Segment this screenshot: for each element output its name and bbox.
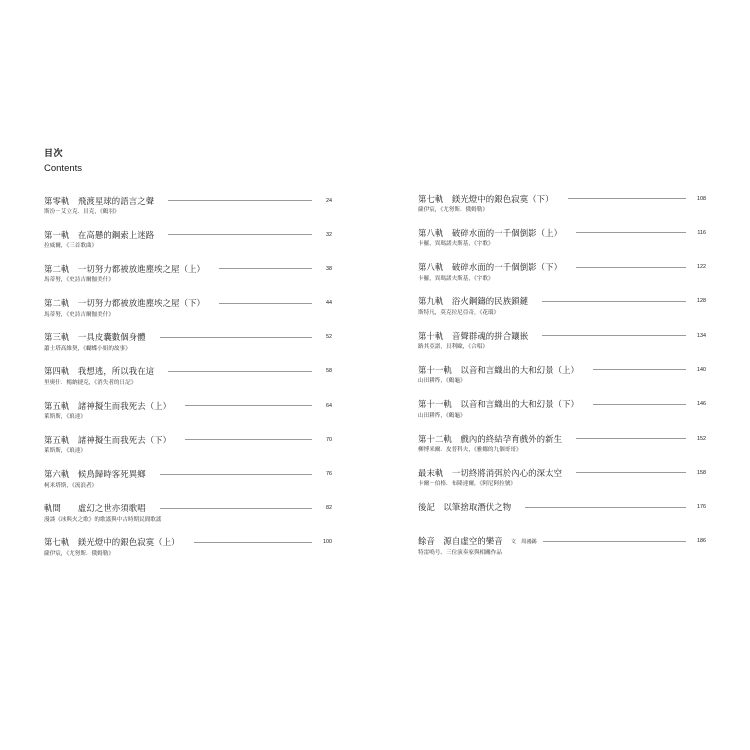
entry-page-number: 128 — [697, 298, 706, 305]
toc-entry[interactable] — [44, 503, 332, 537]
toc-entry[interactable] — [44, 195, 332, 229]
entry-title: 第十一軌 以音和言織出的大和幻景（上） — [418, 364, 580, 375]
entry-page-number: 108 — [697, 195, 706, 202]
leader-rule — [185, 405, 312, 406]
leader-rule — [543, 541, 686, 542]
toc-entry[interactable] — [418, 364, 706, 398]
leader-rule — [219, 268, 312, 269]
entry-page-number: 32 — [326, 231, 332, 238]
toc-right-column — [418, 193, 706, 570]
leader-rule — [168, 234, 312, 235]
entry-page-number: 38 — [326, 265, 332, 272]
leader-rule — [576, 472, 686, 473]
entry-page-number: 146 — [697, 401, 706, 408]
toc-entry[interactable] — [44, 400, 332, 434]
entry-page-number: 158 — [697, 469, 706, 476]
toc-entry[interactable] — [418, 536, 706, 570]
leader-rule — [219, 303, 312, 304]
toc-left-column — [44, 195, 332, 571]
heading-english: Contents — [44, 163, 83, 174]
entry-page-number: 122 — [697, 264, 706, 271]
entry-page-number: 64 — [326, 402, 332, 409]
entry-credit: 文 周鴻錫 — [510, 538, 537, 545]
entry-title: 第十軌 音聲群魂的拼合鑲嵌 — [418, 330, 529, 341]
leader-rule — [160, 474, 312, 475]
leader-rule — [542, 335, 686, 336]
entry-title: 第零軌 飛渡星球的語言之聲 — [44, 195, 155, 206]
entry-title: 第八軌 破碎水面的一千個倒影（上） — [418, 227, 563, 238]
entry-page-number: 140 — [697, 366, 706, 373]
leader-rule — [168, 200, 312, 201]
entry-subtitle: 萊斯斯，《琅達》 — [44, 414, 86, 421]
entry-page-number: 186 — [697, 538, 706, 545]
toc-entry[interactable] — [418, 399, 706, 433]
toc-entry[interactable] — [418, 227, 706, 261]
entry-page-number: 24 — [326, 197, 332, 204]
entry-title: 第一軌 在高懸的鋼索上迷路 — [44, 229, 155, 240]
entry-subtitle: 蕭士塔高維契，《蝴蝶小姐的故事》 — [44, 345, 131, 352]
entry-page-number: 152 — [697, 435, 706, 442]
toc-entry[interactable] — [44, 434, 332, 468]
toc-entry[interactable] — [44, 298, 332, 332]
entry-title: 第二軌 一切努力都被放進塵埃之屋（上） — [44, 263, 206, 274]
toc-entry[interactable] — [418, 193, 706, 227]
entry-subtitle: 斯汾－艾立克．貝克，《鶴羽》 — [44, 209, 120, 215]
leader-rule — [576, 232, 686, 233]
entry-title: 第九軌 浴火鋼鑄的民族鎖鏈 — [418, 296, 529, 307]
entry-page-number: 44 — [326, 300, 332, 307]
entry-subtitle: 卡羅，異瑪諾夫斯基，《宇歌》 — [418, 275, 494, 282]
entry-subtitle: 拉威爾，《三首歌曲》 — [44, 243, 98, 250]
entry-page-number: 70 — [326, 436, 332, 443]
toc-entry[interactable] — [44, 263, 332, 297]
entry-title: 餘音 源自虛空的樂音 — [418, 536, 503, 547]
entry-title: 第十二軌 戲內的終結孕育戲外的新生 — [418, 433, 563, 444]
entry-subtitle: 山田耕筰，《鶴龜》 — [418, 412, 466, 419]
leader-rule — [185, 439, 312, 440]
leader-rule — [593, 369, 686, 370]
toc-entry[interactable] — [418, 433, 706, 467]
entry-title: 第二軌 一切努力都被放進塵埃之屋（下） — [44, 298, 206, 309]
entry-subtitle: 馬蒂努，《史詩吉爾伽美什》 — [44, 277, 114, 284]
leader-rule — [160, 508, 312, 509]
entry-page-number: 58 — [326, 368, 332, 375]
toc-entry[interactable] — [418, 467, 706, 501]
contents-heading — [44, 146, 82, 174]
leader-rule — [576, 438, 686, 439]
entry-subtitle: 卡羅，異瑪諾夫斯基，《宇歌》 — [418, 241, 494, 248]
entry-subtitle: 特雷鳴号、三位演奏家與相關作品 — [418, 549, 502, 556]
entry-page-number: 100 — [323, 539, 332, 546]
entry-page-number: 176 — [697, 504, 706, 511]
entry-page-number: 52 — [326, 334, 332, 341]
entry-title: 後記 以筆捨取潛伏之物 — [418, 502, 512, 513]
entry-subtitle: 漫談《冰與火之歌》的歌謠與中古時期民間歌謠 — [44, 516, 162, 523]
entry-subtitle: 薩伊宸，《尤努斯．俄姆勒》 — [44, 550, 114, 557]
entry-title: 第七軌 鎂光燈中的銀色寂寞（下） — [418, 193, 554, 204]
leader-rule — [194, 542, 312, 543]
toc-entry[interactable] — [44, 229, 332, 263]
entry-title: 第十一軌 以音和言織出的大和幻景（下） — [418, 399, 580, 410]
toc-entry[interactable] — [44, 469, 332, 503]
entry-subtitle: 萊斯斯，《琅達》 — [44, 448, 86, 455]
toc-entry[interactable] — [44, 537, 332, 571]
leader-rule — [525, 507, 686, 508]
entry-subtitle: 薩伊宸，《尤努斯．俄姆勒》 — [418, 207, 488, 213]
entry-title: 第三軌 一具皮囊數個身體 — [44, 332, 146, 343]
leader-rule — [576, 267, 686, 268]
entry-title: 軌間 虛幻之世亦須歌唱 — [44, 503, 146, 514]
entry-subtitle: 馬蒂努，《史詩吉爾伽美什》 — [44, 311, 114, 318]
entry-page-number: 134 — [697, 332, 706, 339]
toc-entry[interactable] — [44, 332, 332, 366]
entry-title: 最末軌 一切終將消弭於內心的深太空 — [418, 467, 563, 478]
entry-title: 第五軌 諸神擬生而我死去（下） — [44, 434, 172, 445]
entry-title: 第八軌 破碎水面的一千個倒影（下） — [418, 262, 563, 273]
leader-rule — [593, 404, 686, 405]
leader-rule — [160, 337, 312, 338]
entry-page-number: 76 — [326, 471, 332, 477]
entry-title: 第五軌 諸神擬生而我死去（上） — [44, 400, 172, 411]
entry-title: 第六軌 候鳥歸時客死異鄉 — [44, 469, 146, 479]
entry-page-number: 82 — [326, 505, 332, 512]
entry-subtitle: 柳博米爾．皮普科夫，《雅娜的九個哥哥》 — [418, 447, 522, 454]
leader-rule — [542, 301, 686, 302]
entry-subtitle: 路其亞諾，貝利歐，《合唱》 — [418, 344, 488, 351]
leader-rule — [168, 371, 312, 372]
entry-subtitle: 柯米塔斯，《流浪者》 — [44, 482, 98, 489]
leader-rule — [568, 198, 686, 199]
entry-subtitle: 卡爾－伯格．布隆達爾，《阿尼阿拉號》 — [418, 481, 516, 488]
entry-subtitle: 山田耕筰，《鶴龜》 — [418, 378, 466, 385]
entry-page-number: 116 — [697, 229, 706, 236]
toc-entry[interactable] — [418, 330, 706, 364]
toc-entry[interactable] — [44, 366, 332, 400]
entry-title: 第七軌 鎂光燈中的銀色寂寞（上） — [44, 537, 180, 548]
entry-title: 第四軌 我想逃，所以我在這 — [44, 366, 155, 377]
toc-entry[interactable] — [418, 502, 706, 536]
toc-entry[interactable] — [418, 262, 706, 296]
entry-subtitle: 斯特凡，莫克拉尼亞奇，《花環》 — [418, 309, 500, 316]
entry-subtitle: 里奧什．楊納捷克，《消失者的日記》 — [44, 379, 137, 386]
heading-chinese: 目次 — [44, 149, 64, 159]
toc-entry[interactable] — [418, 296, 706, 330]
